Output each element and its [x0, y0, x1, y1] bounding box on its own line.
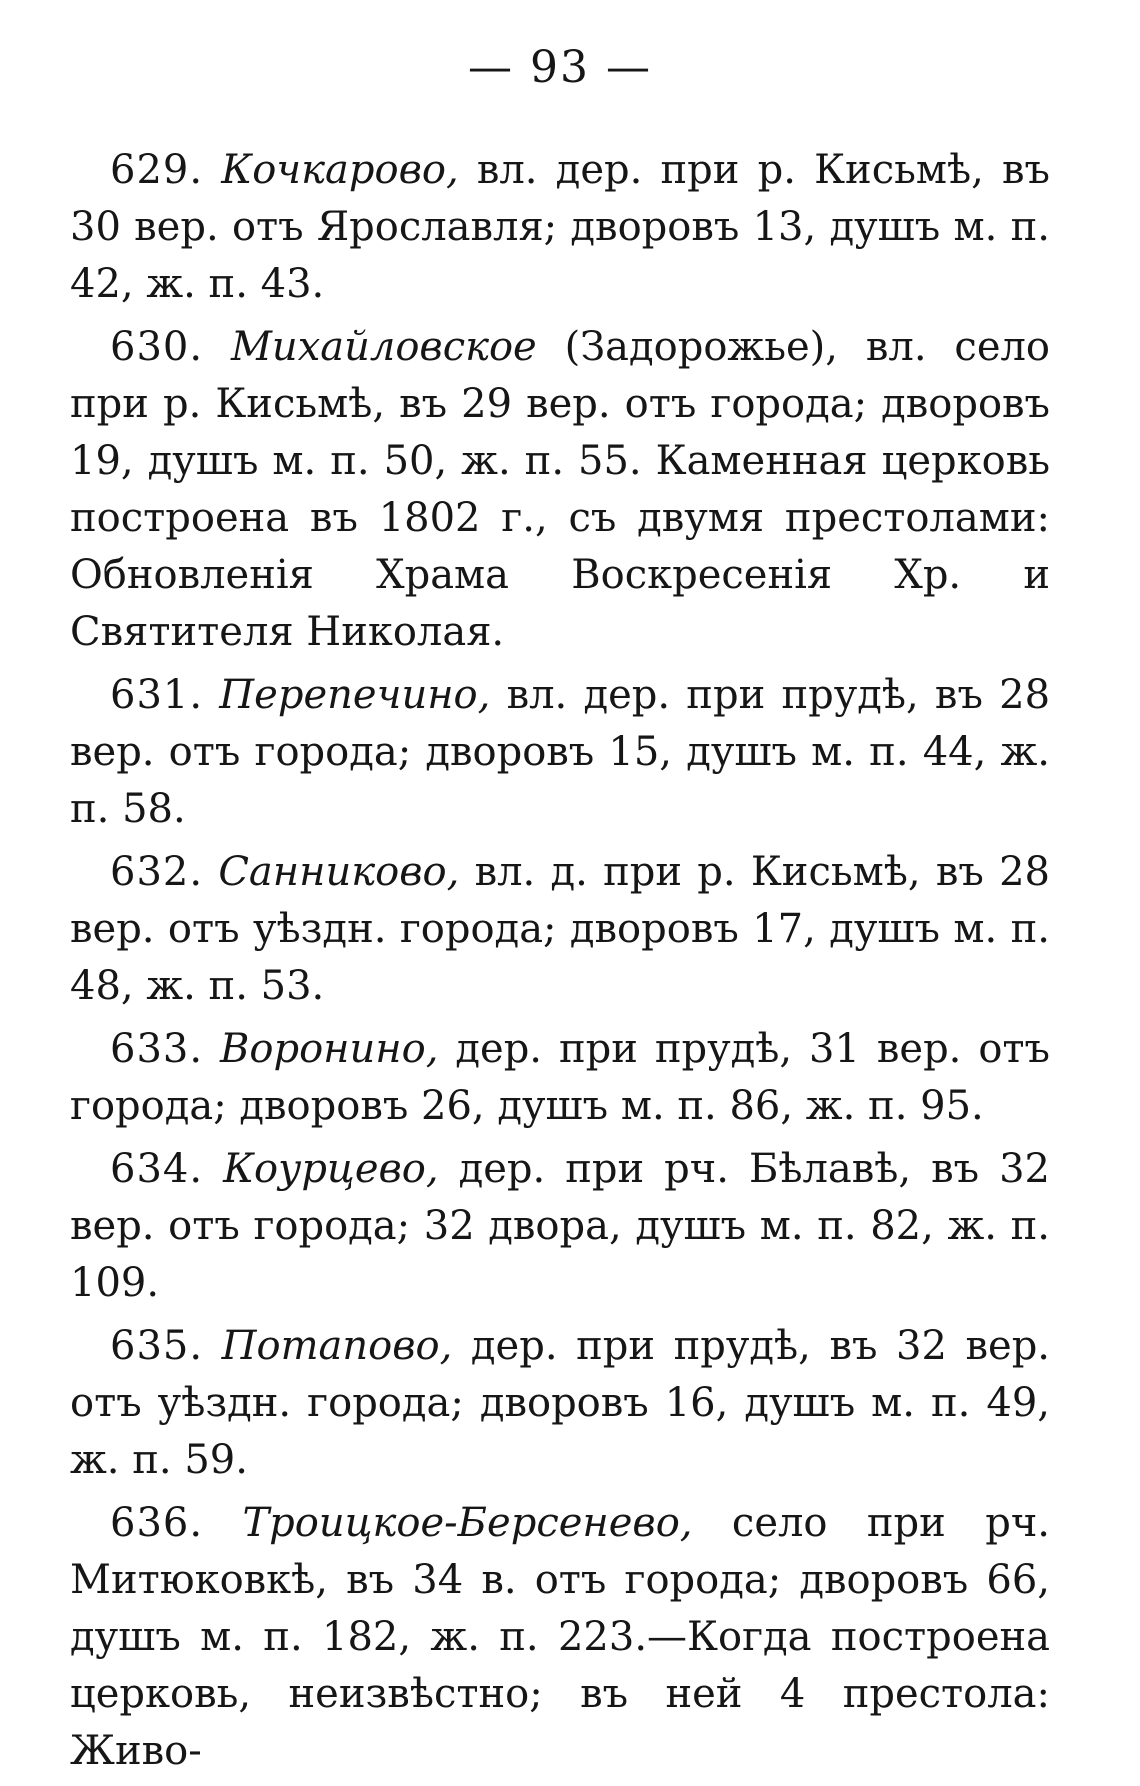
entry-635	[70, 1318, 1050, 1489]
entry-text: вл. дер. при прудѣ, въ 28 вер. отъ города; дворовъ 15, душъ м. п. 44, ж. п. 58.	[70, 672, 1051, 832]
entry-place-name: Перепечино,	[219, 672, 491, 718]
entry-place-name: Троицкое-Берсенево,	[242, 1500, 693, 1546]
entry-text: дер. при рч. Бѣлавѣ, въ 32 вер. отъ города; 32 двора, душъ м. п. 82, ж. п. 109.	[70, 1146, 1050, 1306]
entry-text: дер. при прудѣ, въ 32 вер. отъ уѣздн. города; дворовъ 16, душъ м. п. 49, ж. п. 59.	[70, 1323, 1051, 1483]
page-number: — 93 —	[468, 42, 652, 93]
entry-text: вл. д. при р. Кисьмѣ, въ 28 вер. отъ уѣздн. города; дворовъ 17, душъ м. п. 48, ж. п. 53.	[70, 849, 1050, 1009]
entry-629	[70, 142, 1050, 313]
entry-630	[70, 319, 1050, 661]
entry-number: 631.	[110, 672, 204, 718]
entry-number: 633.	[110, 1026, 204, 1072]
entry-632	[70, 844, 1050, 1015]
entry-number: 635.	[110, 1323, 204, 1369]
entry-number: 632.	[110, 849, 204, 895]
entry-place-name: Коурцево,	[223, 1146, 439, 1192]
entry-number: 636.	[110, 1500, 204, 1546]
entry-631	[70, 667, 1050, 838]
entry-number: 630.	[110, 324, 204, 370]
entry-place-name: Санниково,	[218, 849, 460, 895]
entry-636	[70, 1495, 1050, 1780]
book-page	[70, 42, 1051, 1786]
entry-place-name: Кочкарово,	[221, 147, 459, 193]
entry-place-name: Михайловское	[230, 324, 537, 370]
entry-text: село при рч. Митюковкѣ, въ 34 в. отъ города; дворовъ 66, душъ м. п. 182, ж. п. 223.—Когда построена церковь, неизвѣстно; въ ней 4 престола: Живо-	[70, 1500, 1050, 1774]
entry-number: 634.	[110, 1146, 204, 1192]
entry-place-name: Потапово,	[221, 1323, 453, 1369]
entry-number: 629.	[110, 147, 204, 193]
entry-633	[70, 1021, 1050, 1135]
entry-634	[70, 1141, 1050, 1312]
entry-text: дер. при прудѣ, 31 вер. отъ города; дворовъ 26, душъ м. п. 86, ж. п. 95.	[70, 1026, 1050, 1129]
entry-text: вл. дер. при р. Кисьмѣ, въ 30 вер. отъ Ярославля; дворовъ 13, душъ м. п. 42, ж. п. 43.	[70, 147, 1050, 307]
entry-place-name: Воронино,	[220, 1026, 439, 1072]
entry-text: (Задорожье), вл. село при р. Кисьмѣ, въ 29 вер. отъ города; дворовъ 19, душъ м. п. 50, ж. п. 55. Каменная церковь построена въ 1802 г., съ двумя престолами: Обновленія Храма Воскресенія Хр. и Святителя Николая.	[70, 324, 1050, 655]
